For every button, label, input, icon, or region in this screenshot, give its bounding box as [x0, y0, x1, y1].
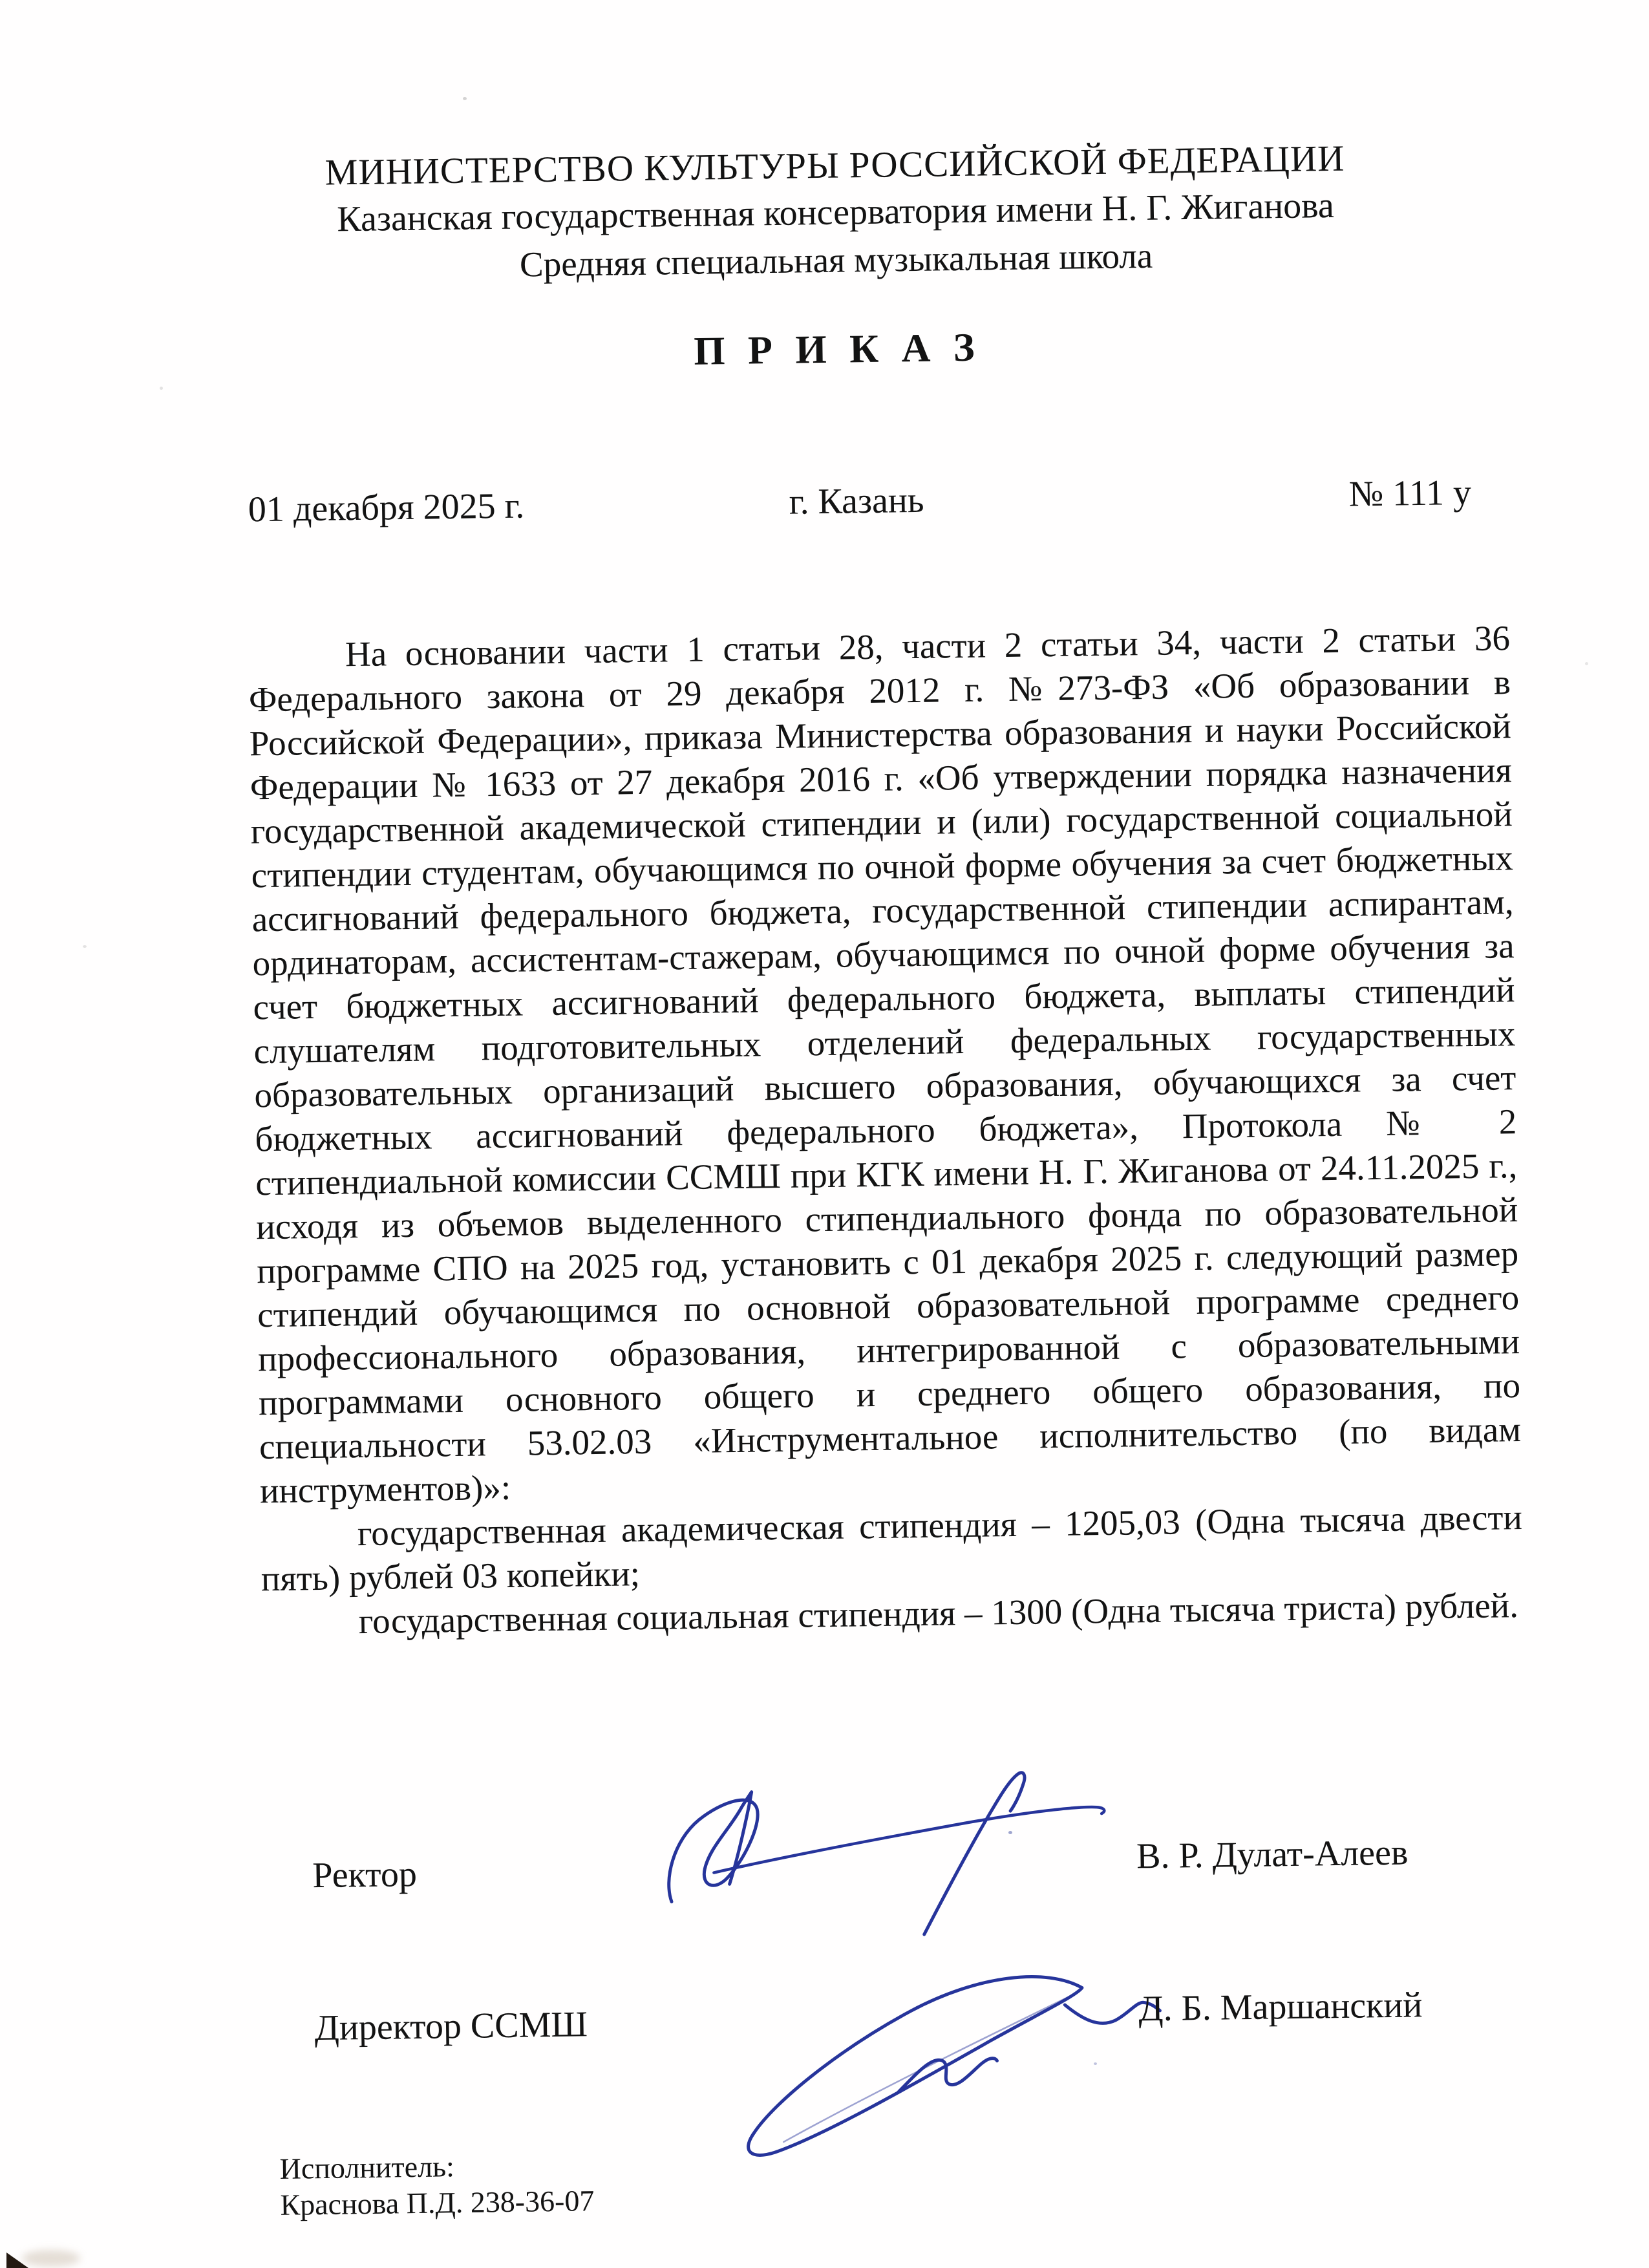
director-role-label: Директор ССМШ	[314, 2004, 588, 2049]
scan-speck	[463, 97, 467, 100]
director-name: Д. Б. Маршанский	[1138, 1985, 1423, 2029]
rector-role-label: Ректор	[312, 1854, 418, 1896]
ministry-name: МИНИСТЕРСТВО КУЛЬТУРЫ РОССИЙСКОЙ ФЕДЕРАЦИИ	[324, 138, 1345, 193]
rector-signature	[662, 1769, 1117, 1943]
scan-corner-artifact	[6, 2252, 28, 2268]
executor-name-phone: Краснова П.Д. 238-36-07	[280, 2184, 595, 2221]
director-signature-oval	[746, 1976, 1084, 2155]
scan-speck	[1585, 662, 1588, 665]
scan-speck	[83, 945, 87, 948]
order-body	[248, 616, 1524, 1645]
rector-name: В. Р. Дулат-Алеев	[1136, 1832, 1409, 1877]
stipend-academic-line: государственная академическая стипендия – 1205,03 (Одна тысяча двести пять) рублей 03 копейки;	[261, 1497, 1523, 1599]
conservatory-name: Казанская государственная консерватория имени Н. Г. Жиганова	[336, 185, 1335, 240]
rector-signature-loop	[668, 1792, 759, 1902]
org-header	[72, 131, 1599, 294]
order-number: № 111 у	[1348, 472, 1472, 515]
order-title: П Р И К А З	[693, 325, 982, 374]
scan-smudge	[22, 2250, 80, 2267]
order-preamble: На основании части 1 статьи 28, части 2 статьи 34, части 2 статьи 36 Федерального закона от 29 декабря 2012 г. №273-ФЗ «Об образовании в Российской Федерации», приказа Министерства образования и науки Российской Федерации № 1633 от 27 декабря 2016 г. «Об утверждении порядка назначения государственной академической стипендии и (или) государственной социальной стипендии студентам, обучающимся по очной форме обучения за счет бюджетных ассигнований федерального бюджета, государственной стипендии аспирантам, ординаторам, ассистентам-стажерам, обучающимся по очной форме обучения за счет бюджетных ассигнований федерального бюджета, выплаты стипендий слушателям подготовительных отделений федеральных государственных образовательных организаций высшего образования, обучающихся за счет бюджетных ассигнований федерального бюджета», Протокола № 2 стипендиальной комиссии ССМШ при КГК имени Н. Г. Жиганова от 24.11.2025 г., исходя из объемов выделенного стипендиального фонда по образовательной программе СПО на 2025 год, установить с 01 декабря 2025 г. следующий размер стипендий обучающимся по основной образовательной программе среднего профессионального образования, интегрированной с образовательными программами основного общего и среднего общего образования, по специальности 53.02.03 «Инструментальное исполнительство (по видам инструментов)»:	[248, 618, 1522, 1511]
order-city: г. Казань	[789, 480, 924, 522]
rector-signature-slash	[922, 1773, 1027, 1934]
school-name: Средняя специальная музыкальная школа	[519, 235, 1153, 284]
ink-speck	[1008, 1831, 1012, 1834]
order-date: 01 декабря 2025 г.	[248, 486, 525, 530]
director-signature	[703, 1962, 1171, 2163]
ink-speck	[1094, 2062, 1097, 2065]
rector-signature-line	[713, 1807, 1105, 1873]
executor-label: Исполнитель:	[279, 2150, 455, 2185]
stipend-social-line: государственная социальная стипендия – 1300 (Одна тысяча триста) рублей.	[358, 1585, 1519, 1642]
scan-speck	[160, 387, 163, 390]
